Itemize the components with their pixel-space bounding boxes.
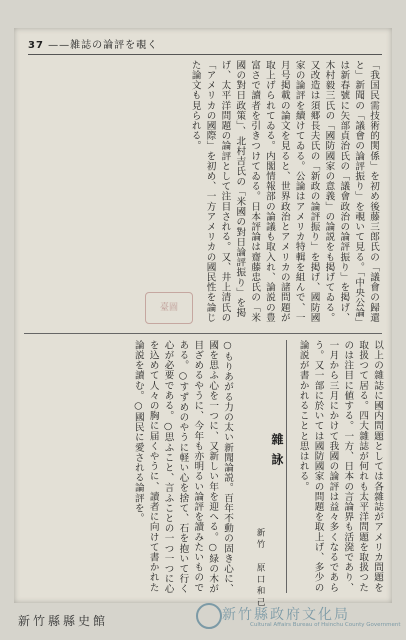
vertical-divider <box>286 340 287 593</box>
library-stamp: 臺圖 <box>145 292 193 324</box>
cultural-bureau-logo-icon <box>196 603 222 629</box>
scanned-page <box>14 28 392 610</box>
page-header <box>28 36 382 55</box>
watermark-left: 新竹縣縣史館 <box>18 614 109 628</box>
essay-author: 新竹 原口和己 <box>255 528 265 610</box>
horizontal-divider <box>24 333 382 334</box>
essay-title: 雜詠 <box>270 433 284 473</box>
lower-right-text-column: 以上の雜誌に國内問題としては各雜誌がアメリカ問題を取扱つて居る。四大雜誌が何れも太平洋問題を取扱つたのは注目に値する。一方、日本の言論界も活溌であり、一月から三月にかけて我國の論評は益々多くなるであらう。又一部に於いては國防國家の問題を取上げ、多少の論説が書かれることと思はれる。 <box>297 340 383 593</box>
watermark-right: 新竹縣政府文化局 <box>222 607 350 623</box>
upper-text-column: 「我国民需技術的関係」を初め後藤三郎氏の「議會の歸還と」新聞の「議會の論評振り」を覗いて見る。「中央公論」は新春號に矢部貞治氏の「議會政治の論評振り」を掲げ、木村毅三氏の「國防國家の意義」の論説をも掲げてゐる。又改造は須郷長夫氏の「新政の論評振り」を掲げ、國防國家の論評を續けてゐる。公論はアメリカ特輯を組んで、一月号掲載の論文を見ると、世界政治とアメリカの諸問題が取上げられてゐる。内閣情報部の論議も取入れ、論説の豊富さで讀者を引きつけてゐる。日本評論は齋藤忠氏の「米國の對日政策」、北村吉氏の「米國の對日論評振り」を掲げ、太平洋問題の論評として注目される。又、井上清氏の「アメリカの國際」を初め、一方アメリカの國民性を論じた論文も見られる。 <box>189 60 379 324</box>
page-number: 37 <box>28 40 44 51</box>
poem-column: ○もりあがる力の太い新聞論説。百年不動の固き心に、國を思ふ心を一つに、又新しい年を迎へる。○緑の木が目ざめるやうに、今年も亦明るい論評を讀みたいものである。○すずめのやうに軽い心を捨て、石を抱いて行く心が必要である。○思ふこと、言ふことの一つ一つに心を込めて人々の胸に届くやうに、讀者に向けて書かれた論説を讀む。○國民に愛される論評を。 <box>132 340 233 594</box>
watermark-right-subtitle: Cultural Affairs Bureau of Hsinchu County Government <box>250 622 401 628</box>
running-title: ——雑誌の論評を覗く <box>48 40 159 51</box>
